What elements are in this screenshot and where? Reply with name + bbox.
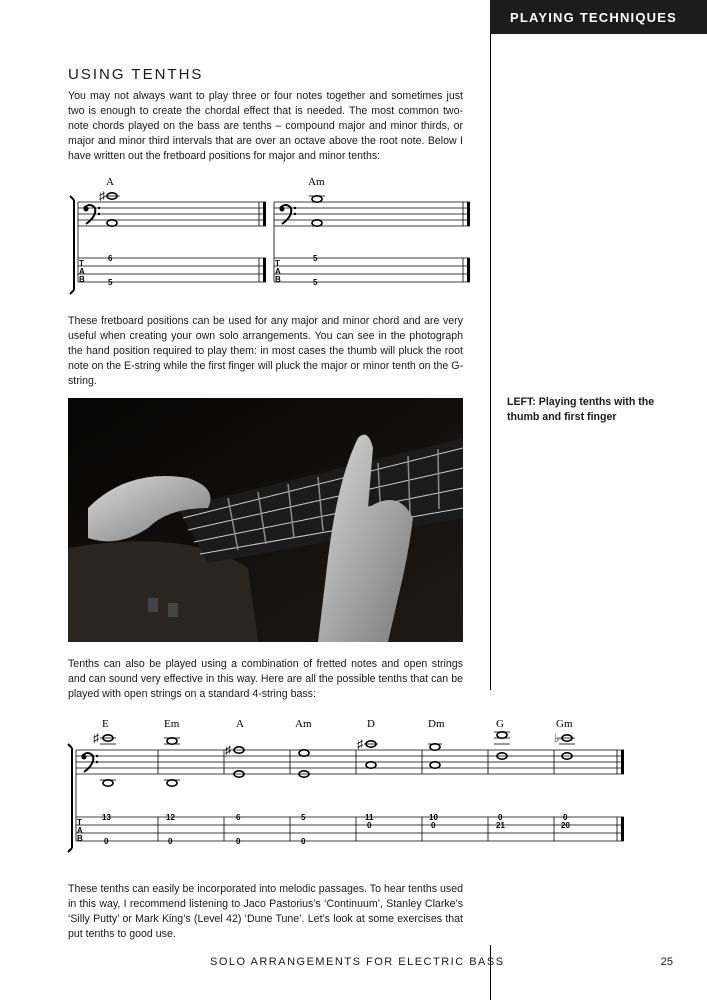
- paragraph-intro: You may not always want to play three or four notes together and sometimes just two is enough to create the chordal effect that is needed. The most common two-note chords played on the bass are tenths – compound major and minor thirds, or major and minor third intervals that are over an octave above the root note. Below I have written out the fretboard positions for major and minor tenths:: [68, 90, 463, 162]
- tab-fret: 0: [431, 821, 436, 830]
- chord-name: G: [496, 718, 504, 730]
- paragraph-open-strings: Tenths can also be played using a combination of fretted notes and open strings and can sound very effective in this way. Here are all the possible tenths that can be played with open strings on a standard 4-string bass:: [68, 658, 463, 700]
- note-head: [312, 220, 322, 226]
- sharp-icon: ♯: [93, 731, 99, 745]
- notation-tenths-major-minor: [66, 172, 476, 302]
- note-head: [562, 735, 572, 759]
- section-title: PLAYING TECHNIQUES: [509, 10, 677, 25]
- chord-name: Em: [164, 718, 180, 730]
- page-heading: USING TENTHS: [68, 66, 204, 83]
- tab-fret: 5: [301, 813, 306, 822]
- paragraph-listening: These tenths can easily be incorporated into melodic passages. To hear tenths used in this way, I recommend listening to Jaco Pastorius’s ‘Continuum’, Stanley Clarke’s ‘Silly Putty’ or Mark King’s (Level 42) ‘Dune Tune’. Let’s look at some exercises that put tenths to good use.: [68, 883, 463, 940]
- chord-name: D: [367, 718, 375, 730]
- tab-fret: 10: [429, 813, 438, 822]
- tab-fret: 13: [102, 813, 111, 822]
- note-head: [309, 196, 325, 202]
- tab-fret: 5: [313, 278, 318, 287]
- sharp-icon: ♯: [357, 737, 363, 751]
- photo-caption: LEFT: Playing tenths with the thumb and first finger: [507, 396, 655, 423]
- tab-letter: B: [275, 275, 281, 284]
- tab-letter: B: [79, 275, 85, 284]
- tab-fret: 0: [236, 837, 241, 846]
- paragraph-fretboard-positions: These fretboard positions can be used for any major and minor chord and are very useful when creating your own solo arrangements. You can see in the photograph the hand position required to play them: in most cases the thumb will pluck the root note on the E-string while the first finger will pluck the major or minor tenth on the G-string.: [68, 315, 463, 387]
- tab-fret: 21: [496, 821, 505, 830]
- chord-name: Dm: [428, 718, 445, 730]
- tab-fret: 0: [367, 821, 372, 830]
- chord-name: A: [106, 176, 114, 188]
- tab-fret: 5: [313, 254, 318, 263]
- chord-name: Am: [308, 176, 325, 188]
- footer-book-title: SOLO ARRANGEMENTS FOR ELECTRIC BASS: [210, 956, 505, 968]
- tab-fret: 0: [301, 837, 306, 846]
- section-header-bar: [490, 0, 707, 34]
- notation-open-string-tenths: [62, 714, 628, 854]
- tab-fret: 6: [108, 254, 113, 263]
- tab-fret: 20: [561, 821, 570, 830]
- tab-letter: A: [77, 826, 83, 835]
- tab-letter: B: [77, 834, 83, 843]
- note-head: [497, 732, 507, 759]
- tab-fret: 0: [498, 813, 503, 822]
- page-number: 25: [660, 956, 673, 968]
- flat-icon: ♭: [554, 731, 560, 745]
- chord-name: E: [102, 718, 109, 730]
- note-head: [107, 220, 117, 226]
- note-head: [103, 735, 113, 786]
- column-divider-bottom: [490, 945, 491, 1000]
- tab-fret: 0: [104, 837, 109, 846]
- svg-text:♯: ♯: [99, 189, 105, 203]
- chord-name: Am: [295, 718, 312, 730]
- tab-fret: 0: [563, 813, 568, 822]
- tab-fret: 11: [365, 813, 374, 822]
- tab-fret: 5: [108, 278, 113, 287]
- note-head: [299, 750, 309, 777]
- sharp-icon: ♯: [225, 743, 231, 757]
- tab-fret: 12: [166, 813, 175, 822]
- column-divider: [490, 34, 491, 690]
- tab-letter: T: [275, 259, 280, 268]
- chord-name: Gm: [556, 718, 573, 730]
- photo-hand-playing-tenths: [68, 398, 463, 642]
- tab-letter: A: [275, 267, 281, 276]
- note-head: [366, 741, 376, 768]
- tab-fret: 6: [236, 813, 241, 822]
- tab-fret: 0: [168, 837, 173, 846]
- tab-letter: A: [79, 267, 85, 276]
- chord-name: A: [236, 718, 244, 730]
- tab-letter: T: [79, 259, 84, 268]
- tab-letter: T: [77, 818, 82, 827]
- note-head: [99, 189, 120, 203]
